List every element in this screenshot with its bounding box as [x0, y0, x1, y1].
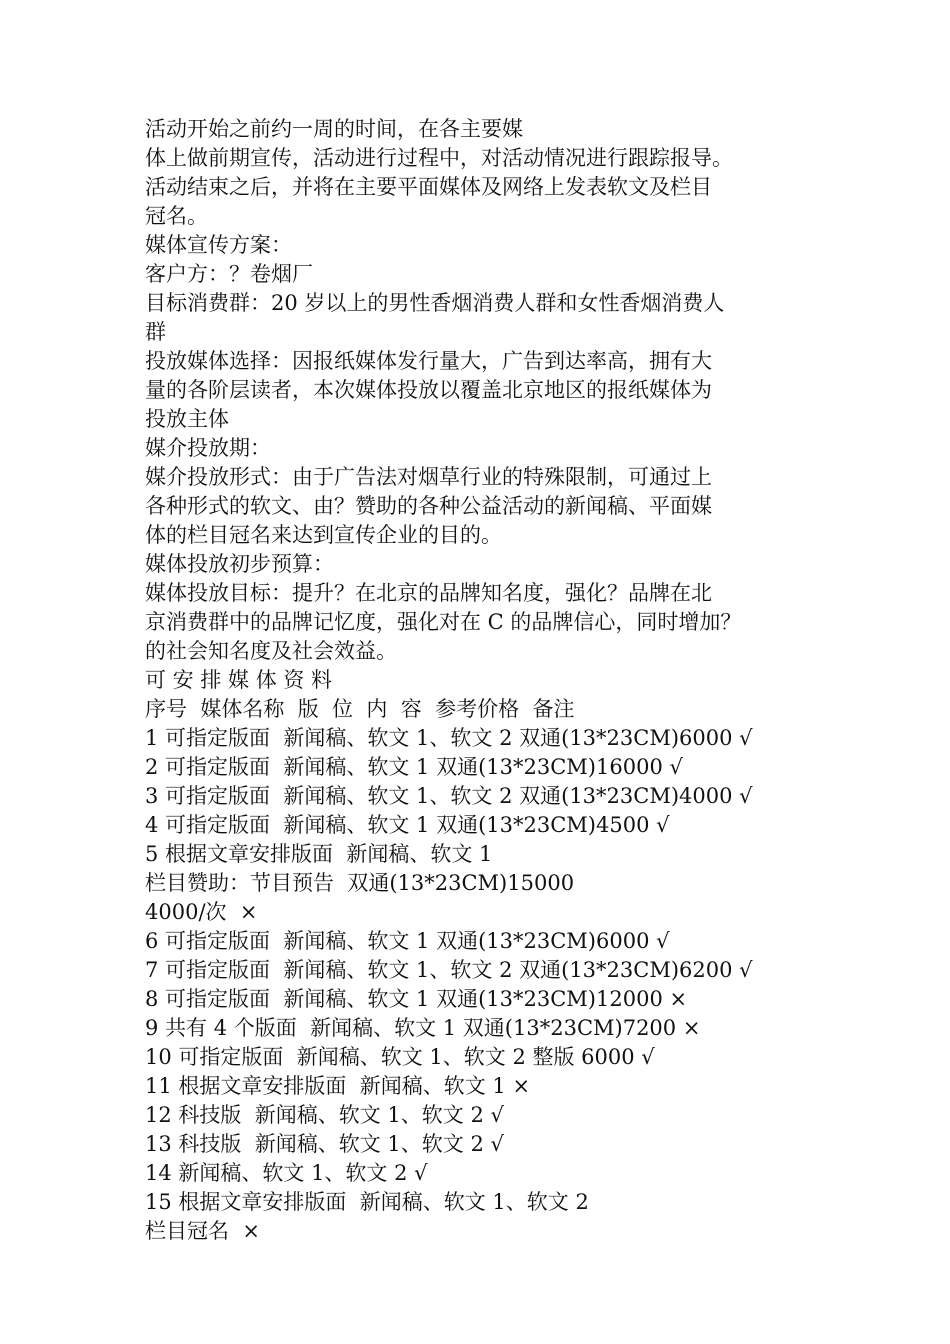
text-line: 的社会知名度及社会效益。	[145, 639, 397, 663]
text-line: 目标消费群：20 岁以上的男性香烟消费人群和女性香烟消费人	[145, 291, 725, 315]
table-header-row: 序号 媒体名称 版 位 内 容 参考价格 备注	[145, 697, 575, 721]
table-row: 11 根据文章安排版面 新闻稿、软文 1 ×	[145, 1074, 531, 1098]
section-heading: 媒体投放初步预算：	[145, 552, 334, 576]
table-row: 15 根据文章安排版面 新闻稿、软文 1、软文 2	[145, 1190, 589, 1214]
text-line: 媒体投放目标：提升？在北京的品牌知名度，强化？品牌在北	[145, 581, 712, 605]
table-row: 1 可指定版面 新闻稿、软文 1、软文 2 双通(13*23CM)6000 √	[145, 726, 753, 750]
table-row: 10 可指定版面 新闻稿、软文 1、软文 2 整版 6000 √	[145, 1045, 655, 1069]
table-row: 14 新闻稿、软文 1、软文 2 √	[145, 1161, 428, 1185]
table-row: 5 根据文章安排版面 新闻稿、软文 1	[145, 842, 493, 866]
text-line: 活动结束之后，并将在主要平面媒体及网络上发表软文及栏目	[145, 175, 712, 199]
text-line: 各种形式的软文、由？赞助的各种公益活动的新闻稿、平面媒	[145, 494, 712, 518]
text-line: 媒介投放期：	[145, 436, 271, 460]
table-row: 13 科技版 新闻稿、软文 1、软文 2 √	[145, 1132, 504, 1156]
table-row: 4000/次 ×	[145, 900, 258, 924]
text-line: 媒介投放形式：由于广告法对烟草行业的特殊限制，可通过上	[145, 465, 712, 489]
table-row: 栏目赞助：节目预告 双通(13*23CM)15000	[145, 871, 575, 895]
text-line: 体的栏目冠名来达到宣传企业的目的。	[145, 523, 502, 547]
text-line: 冠名。	[145, 204, 208, 228]
table-row: 2 可指定版面 新闻稿、软文 1 双通(13*23CM)16000 √	[145, 755, 683, 779]
table-row: 9 共有 4 个版面 新闻稿、软文 1 双通(13*23CM)7200 ×	[145, 1016, 701, 1040]
table-row: 7 可指定版面 新闻稿、软文 1、软文 2 双通(13*23CM)6200 √	[145, 958, 753, 982]
text-line: 群	[145, 320, 166, 344]
table-row: 8 可指定版面 新闻稿、软文 1 双通(13*23CM)12000 ×	[145, 987, 688, 1011]
table-title: 可 安 排 媒 体 资 料	[145, 668, 333, 692]
table-row: 3 可指定版面 新闻稿、软文 1、软文 2 双通(13*23CM)4000 √	[145, 784, 753, 808]
text-line: 体上做前期宣传，活动进行过程中，对活动情况进行跟踪报导。	[145, 146, 733, 170]
table-row: 12 科技版 新闻稿、软文 1、软文 2 √	[145, 1103, 504, 1127]
text-line: 投放主体	[145, 407, 229, 431]
table-row: 6 可指定版面 新闻稿、软文 1 双通(13*23CM)6000 √	[145, 929, 670, 953]
section-heading: 媒体宣传方案：	[145, 233, 292, 257]
text-line: 投放媒体选择：因报纸媒体发行量大，广告到达率高，拥有大	[145, 349, 712, 373]
table-row: 栏目冠名 ×	[145, 1219, 260, 1243]
table-row: 4 可指定版面 新闻稿、软文 1 双通(13*23CM)4500 √	[145, 813, 670, 837]
document-body	[145, 115, 815, 1246]
text-line: 活动开始之前约一周的时间，在各主要媒	[145, 117, 523, 141]
text-line: 客户方：？卷烟厂	[145, 262, 313, 286]
text-line: 京消费群中的品牌记忆度，强化对在 C 的品牌信心，同时增加？	[145, 610, 742, 634]
text-line: 量的各阶层读者，本次媒体投放以覆盖北京地区的报纸媒体为	[145, 378, 712, 402]
